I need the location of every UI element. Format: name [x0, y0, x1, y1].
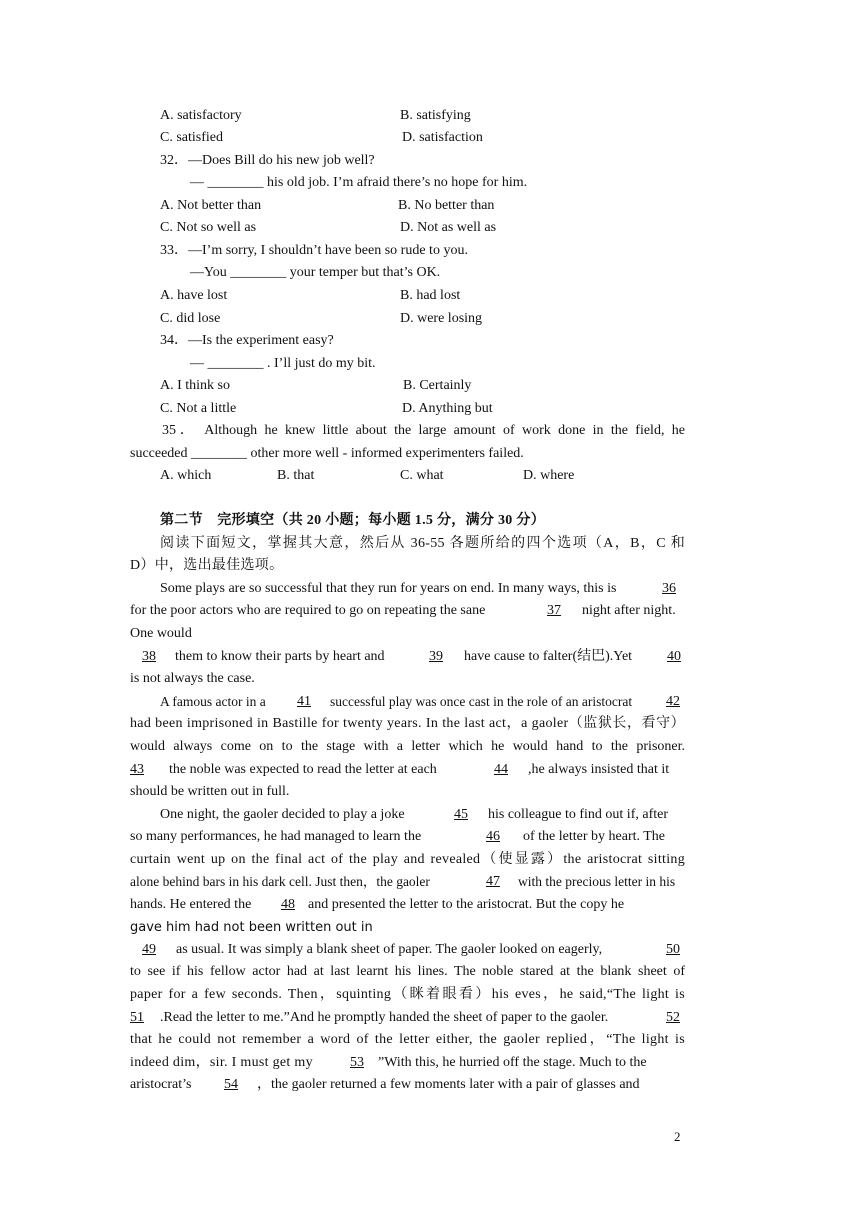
- passage-line: paper for a few seconds. Then，squinting（眯着眼看）his eves，he said,“The light is: [130, 987, 685, 1002]
- page-number: 2: [674, 1129, 681, 1144]
- blank-54: 54: [224, 1077, 238, 1092]
- q31-option-a: A. satisfactory: [160, 108, 242, 123]
- blank-39: 39: [429, 649, 443, 664]
- passage-line: hands. He entered the: [130, 897, 252, 912]
- passage-line: successful play was once cast in the role of an aristocrat: [330, 694, 633, 709]
- passage-line: for the poor actors who are required to go on repeating the sane: [130, 603, 486, 618]
- q31-option-b: B. satisfying: [400, 108, 471, 123]
- blank-46: 46: [486, 829, 500, 844]
- section-heading: 第二节 完形填空（共 20 小题；每小题 1.5 分，满分 30 分）: [160, 513, 545, 528]
- passage-line: ,he always insisted that it: [528, 762, 670, 777]
- q35-option-d: D. where: [523, 468, 575, 483]
- q31-option-c: C. satisfied: [160, 130, 223, 145]
- q34-option-d: D. Anything but: [402, 401, 493, 416]
- q35-stem-line2: succeeded ________ other more well - informed experimenters failed.: [130, 446, 524, 461]
- q33-reply: —You ________ your temper but that’s OK.: [190, 265, 441, 280]
- passage-line: to see if his fellow actor had at last learnt his lines. The noble stared at the blank sheet of: [130, 964, 685, 979]
- passage-line: One night, the gaoler decided to play a joke: [160, 807, 405, 822]
- q32-stem: 32．—Does Bill do his new job well?: [160, 153, 375, 168]
- q31-option-d: D. satisfaction: [402, 130, 483, 145]
- passage-line: of the letter by heart. The: [523, 829, 666, 844]
- passage-line: aristocrat’s: [130, 1077, 192, 1092]
- blank-37: 37: [547, 603, 561, 618]
- passage-line: his colleague to find out if, after: [488, 807, 668, 822]
- blank-50: 50: [666, 942, 680, 957]
- q34-option-c: C. Not a little: [160, 401, 237, 416]
- blank-42: 42: [666, 694, 680, 709]
- blank-49: 49: [142, 942, 156, 957]
- passage-line: as usual. It was simply a blank sheet of paper. The gaoler looked on eagerly,: [176, 942, 603, 957]
- q35-option-c: C. what: [400, 468, 444, 483]
- passage-line: so many performances, he had managed to learn the: [130, 829, 422, 844]
- blank-36: 36: [662, 581, 676, 596]
- q32-option-a: A. Not better than: [160, 198, 262, 213]
- blank-45: 45: [454, 807, 468, 822]
- passage-line: with the precious letter in his: [518, 874, 676, 889]
- passage-line: them to know their parts by heart and: [175, 649, 385, 664]
- q35-option-a: A. which: [160, 468, 212, 483]
- q34-reply: — ________ . I’ll just do my bit.: [190, 356, 376, 371]
- blank-44: 44: [494, 762, 508, 777]
- blank-53: 53: [350, 1055, 364, 1070]
- blank-43: 43: [130, 762, 144, 777]
- blank-51: 51: [130, 1010, 144, 1025]
- q33-option-d: D. were losing: [400, 311, 483, 326]
- passage-line: Some plays are so successful that they run for years on end. In many ways, this is: [160, 581, 617, 596]
- passage-line: curtain went up on the final act of the play and revealed（使显露）the aristocrat sitting: [130, 852, 685, 867]
- passage-line: alone behind bars in his dark cell. Just then，the gaoler: [130, 874, 430, 889]
- q33-option-b: B. had lost: [400, 288, 461, 303]
- passage-line: that he could not remember a word of the letter either, the gaoler replied，“The light is: [130, 1032, 685, 1047]
- passage-line: night after night.: [582, 603, 676, 618]
- passage-line: .Read the letter to me.”And he promptly handed the sheet of paper to the gaoler.: [160, 1010, 609, 1025]
- blank-40: 40: [667, 649, 681, 664]
- blank-41: 41: [297, 694, 311, 709]
- q32-reply: — ________ his old job. I’m afraid there’s no hope for him.: [190, 175, 528, 190]
- passage-line: One would: [130, 626, 192, 641]
- passage-line: ”With this, he hurried off the stage. Much to the: [378, 1055, 647, 1070]
- q34-stem: 34．—Is the experiment easy?: [160, 333, 334, 348]
- passage-line: should be written out in full.: [130, 784, 290, 799]
- q34-option-a: A. I think so: [160, 378, 230, 393]
- passage-line: and presented the letter to the aristocrat. But the copy he: [308, 897, 625, 912]
- blank-38: 38: [142, 649, 156, 664]
- passage-line: had been imprisoned in Bastille for twenty years. In the last act，a gaoler（监狱长，看守）: [130, 716, 685, 731]
- passage-line: is not always the case.: [130, 671, 255, 686]
- blank-47: 47: [486, 874, 500, 889]
- passage-line: gave him had not been written out in: [130, 920, 373, 935]
- q32-option-c: C. Not so well as: [160, 220, 257, 235]
- blank-48: 48: [281, 897, 295, 912]
- passage-line: A famous actor in a: [160, 694, 266, 709]
- section-instruction-line2: D）中，选出最佳选项。: [130, 558, 284, 573]
- blank-52: 52: [666, 1010, 680, 1025]
- passage-line: would always come on to the stage with a letter which he would hand to the prisoner.: [130, 739, 685, 754]
- passage-line: have cause to falter(结巴).Yet: [464, 649, 633, 664]
- q33-stem: 33．—I’m sorry, I shouldn’t have been so rude to you.: [160, 243, 468, 258]
- q32-option-d: D. Not as well as: [400, 220, 497, 235]
- q35-stem-line1: 35． Although he knew little about the large amount of work done in the field, he: [162, 423, 685, 438]
- q35-option-b: B. that: [277, 468, 315, 483]
- q34-option-b: B. Certainly: [403, 378, 472, 393]
- passage-line: the noble was expected to read the letter at each: [169, 762, 437, 777]
- q33-option-c: C. did lose: [160, 311, 221, 326]
- q33-option-a: A. have lost: [160, 288, 228, 303]
- passage-line: indeed dim，sir. I must get my: [130, 1055, 313, 1070]
- section-instruction-line1: 阅读下面短文，掌握其大意，然后从 36-55 各题所给的四个选项（A，B，C 和: [160, 536, 685, 551]
- passage-line: ，the gaoler returned a few moments later with a pair of glasses and: [257, 1077, 640, 1092]
- q32-option-b: B. No better than: [398, 198, 495, 213]
